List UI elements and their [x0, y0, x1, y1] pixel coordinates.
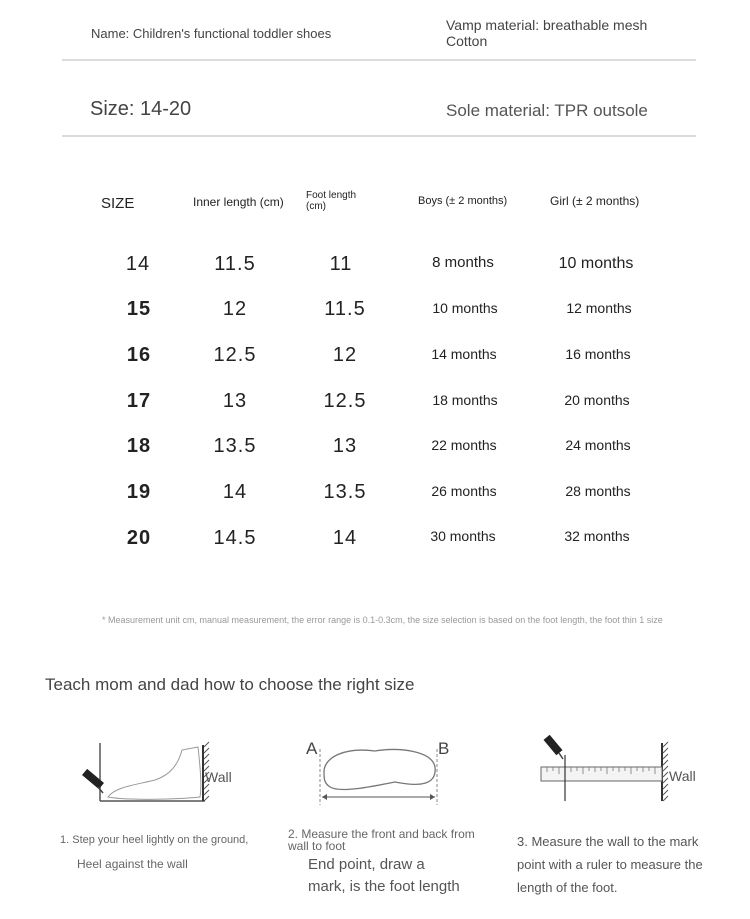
cell-foot-length: 11.5 [324, 298, 366, 320]
header-foot-length-line2: (cm) [306, 201, 326, 212]
cell-size: 14 [125, 253, 151, 275]
cell-size: 19 [126, 481, 152, 503]
cell-inner-length: 12.5 [213, 344, 257, 366]
wall-label: Wall [205, 769, 232, 785]
divider-2 [62, 135, 696, 137]
cell-girl: 24 months [565, 437, 631, 453]
cell-boys: 10 months [432, 300, 498, 316]
header-girl: Girl (± 2 months) [550, 194, 640, 208]
step1-caption-line1: 1. Step your heel lightly on the ground, [60, 834, 249, 846]
cell-girl: 28 months [565, 483, 631, 499]
cell-boys: 22 months [431, 437, 497, 453]
step3-caption-line3: length of the foot. [517, 880, 618, 895]
header-boys: Boys (± 2 months) [418, 195, 508, 207]
cell-girl: 12 months [566, 300, 632, 316]
vamp-material [446, 17, 686, 49]
cell-girl: 32 months [564, 528, 630, 544]
header-inner-length: Inner length (cm) [193, 195, 284, 209]
header-foot-length-line1: Foot length [306, 190, 357, 201]
section-title: Teach mom and dad how to choose the right size [45, 675, 415, 694]
measurement-note: * Measurement unit cm, manual measurement, the error range is 0.1-0.3cm, the size selection is based on the foot length, the foot thin 1 size [102, 615, 663, 625]
step3-caption [517, 830, 703, 899]
ruler-measure-diagram [535, 735, 675, 805]
cell-size: 20 [126, 527, 152, 549]
cell-boys: 14 months [431, 346, 497, 362]
cell-size: 16 [126, 344, 152, 366]
cell-foot-length: 12.5 [323, 390, 367, 412]
step3-caption-line2: point with a ruler to measure the [517, 857, 703, 872]
cell-inner-length: 13.5 [213, 435, 257, 457]
cell-foot-length: 13 [332, 435, 358, 457]
cell-inner-length: 11.5 [214, 253, 256, 275]
step3-caption-line1: 3. Measure the wall to the mark [517, 834, 699, 849]
point-a-label: A [306, 739, 318, 758]
cell-girl: 10 months [558, 255, 634, 272]
cell-size: 15 [126, 298, 152, 320]
header-size: SIZE [101, 195, 135, 212]
cell-boys: 18 months [432, 392, 498, 408]
step2-caption-small: 2. Measure the front and back from wall to foot [288, 827, 475, 853]
cell-foot-length: 12 [332, 344, 358, 366]
size-range: Size: 14-20 [90, 98, 192, 120]
step2-caption-big [308, 854, 460, 898]
cell-size: 17 [126, 390, 152, 412]
cell-boys: 30 months [430, 528, 496, 544]
cell-boys: 8 months [432, 254, 494, 271]
cell-foot-length: 14 [332, 527, 358, 549]
product-name: Name: Children's functional toddler shoes [91, 26, 332, 41]
footprint-length-diagram [300, 737, 450, 809]
vamp-material-line1: Vamp material: breathable mesh [446, 17, 648, 33]
vamp-material-line2: Cotton [446, 33, 488, 49]
divider-1 [62, 59, 696, 61]
cell-foot-length: 13.5 [323, 481, 367, 503]
cell-inner-length: 13 [222, 390, 248, 412]
wall-label: Wall [669, 768, 696, 784]
step2-caption-line2: mark, is the foot length [308, 878, 460, 895]
cell-inner-length: 14 [222, 481, 248, 503]
cell-inner-length: 14.5 [213, 527, 257, 549]
point-b-label: B [438, 739, 450, 758]
cell-foot-length: 11 [329, 253, 353, 275]
cell-inner-length: 12 [222, 298, 248, 320]
cell-girl: 20 months [564, 392, 630, 408]
cell-boys: 26 months [431, 483, 497, 499]
header-foot-length [306, 190, 356, 212]
sole-material: Sole material: TPR outsole [446, 101, 648, 120]
step1-caption-line2: Heel against the wall [77, 857, 188, 871]
step2-caption-line1: End point, draw a [308, 856, 425, 873]
cell-girl: 16 months [565, 346, 631, 362]
cell-size: 18 [126, 435, 152, 457]
